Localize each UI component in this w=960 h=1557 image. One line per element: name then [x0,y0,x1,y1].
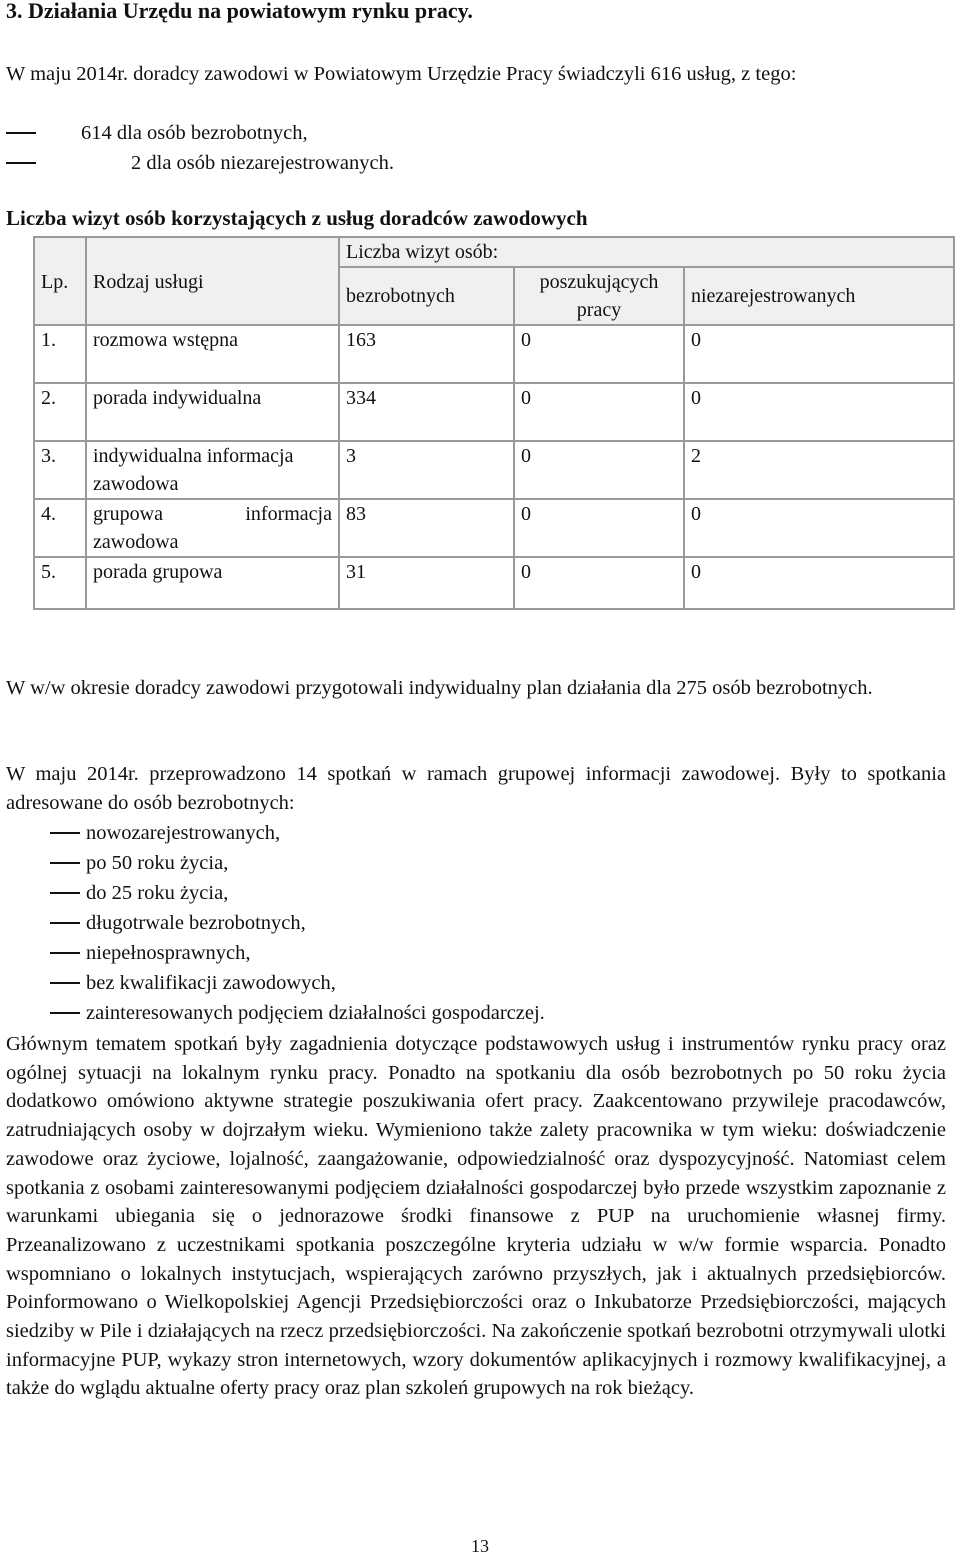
cell-unregistered: 0 [684,557,954,609]
cell-unregistered: 0 [684,325,954,383]
table-header-row [34,237,954,267]
dash-bullet-icon [6,132,36,134]
cell-jobseekers: 0 [514,441,684,499]
cell-unregistered: 0 [684,499,954,557]
cell-unemployed: 31 [339,557,514,609]
dash-bullet-icon [50,832,80,834]
list-item [6,908,545,938]
list-item [6,968,545,998]
table-row [34,325,954,383]
list-item-text: 614 dla osób bezrobotnych, [81,122,308,144]
plan-paragraph: W w/w okresie doradcy zawodowi przygotowali indywidualny plan działania dla 275 osób bezrobotnych. [6,677,873,699]
header-unregistered: niezarejestrowanych [684,267,954,325]
cell-jobseekers: 0 [514,325,684,383]
header-lp: Lp. [34,237,86,325]
list-item-text: bez kwalifikacji zawodowych, [86,972,336,994]
page-number: 13 [471,1536,489,1556]
cell-service: porada indywidualna [86,383,339,441]
list-item-text: zainteresowanych podjęciem działalności gospodarczej. [86,1002,545,1024]
list-item-text: niepełnosprawnych, [86,942,251,964]
cell-jobseekers: 0 [514,499,684,557]
list-item-text: 2 dla osób niezarejestrowanych. [131,152,394,174]
list-item [6,118,394,148]
list-item-text: długotrwale bezrobotnych, [86,912,306,934]
cell-unemployed: 334 [339,383,514,441]
list-item [6,878,545,908]
cell-lp: 3. [34,441,86,499]
list-item-text: nowozarejestrowanych, [86,822,281,844]
cell-unemployed: 3 [339,441,514,499]
cell-jobseekers: 0 [514,383,684,441]
intro-paragraph: W maju 2014r. doradcy zawodowi w Powiatowym Urzędzie Pracy świadczyli 616 usług, z tego: [6,63,797,85]
header-unemployed: bezrobotnych [339,267,514,325]
list-item [6,818,545,848]
cell-service: indywidualna informacja zawodowa [86,441,339,499]
dash-bullet-icon [50,1012,80,1014]
dash-bullet-icon [50,982,80,984]
section-title: 3. Działania Urzędu na powiatowym rynku pracy. [6,0,473,23]
cell-service: porada grupowa [86,557,339,609]
meetings-target-list [6,818,545,1028]
header-group: Liczba wizyt osób: [339,237,954,267]
dash-bullet-icon [50,952,80,954]
table-row [34,499,954,557]
list-item [6,998,545,1028]
cell-unemployed: 83 [339,499,514,557]
cell-jobseekers: 0 [514,557,684,609]
dash-bullet-icon [6,162,36,164]
main-paragraph: Głównym tematem spotkań były zagadnienia dotyczące podstawowych usług i instrumentów rynku pracy oraz ogólnej sytuacji na lokalnym rynku pracy. Ponadto na spotkaniu dla osób bezrobotnych po 50 roku życia dodatkowo omówiono aktywne strategie poszukiwania ofert pracy. Zaakcentowano przywileje pracodawców, zatrudniających osoby w dojrzałym wieku. Wymieniono także zalety pracownika w tym wieku: doświadczenie zawodowe oraz życiowe, lojalność, zaangażowanie, odpowiedzialność oraz dyspozycyjność. Natomiast celem spotkania z osobami zainteresowanymi podjęciem działalności gospodarczej było przede wszystkim zapoznanie z warunkami ubiegania się o jednorazowe środki finansowe z PUP na uruchomienie własnej firmy. Przeanalizowano z uczestnikami spotkania poszczególne kryteria udziału w w/w formie wsparcia. Ponadto wspomniano o lokalnych instytucjach, wspierających zarówno przyszłych, jak i aktualnych przedsiębiorców. Poinformowano o Wielkopolskiej Agencji Przedsiębiorczości oraz o Inkubatorze Przedsiębiorczości, mających siedziby w Pile i działających na rzecz przedsiębiorczości. Na zakończenie spotkań bezrobotni otrzymywali ulotki informacyjne PUP, wykazy stron internetowych, wzory dokumentów aplikacyjnych i rozmowy kwalifikacyjnej, a także do wglądu aktualne oferty pracy oraz plan szkoleń grupowych na rok bieżący. [6,1033,946,1400]
cell-lp: 5. [34,557,86,609]
table-row [34,441,954,499]
cell-lp: 1. [34,325,86,383]
list-item [6,148,394,178]
table-row [34,557,954,609]
cell-service: grupowa informacja zawodowa [86,499,339,557]
cell-lp: 2. [34,383,86,441]
list-item [6,848,545,878]
visits-table [33,236,955,610]
cell-unregistered: 2 [684,441,954,499]
cell-lp: 4. [34,499,86,557]
cell-unemployed: 163 [339,325,514,383]
header-service: Rodzaj usługi [86,237,339,325]
list-item-text: do 25 roku życia, [86,882,229,904]
meetings-paragraph: W maju 2014r. przeprowadzono 14 spotkań w ramach grupowej informacji zawodowej. Były to spotkania adresowane do osób bezrobotnych: [6,763,946,814]
cell-unregistered: 0 [684,383,954,441]
table-row [34,383,954,441]
list-item [6,938,545,968]
table-caption: Liczba wizyt osób korzystających z usług doradców zawodowych [6,206,588,230]
dash-bullet-icon [50,922,80,924]
dash-bullet-icon [50,892,80,894]
header-jobseekers: poszukujących pracy [514,267,684,325]
list-item-text: po 50 roku życia, [86,852,229,874]
dash-bullet-icon [50,862,80,864]
cell-service: rozmowa wstępna [86,325,339,383]
intro-list [6,118,394,178]
